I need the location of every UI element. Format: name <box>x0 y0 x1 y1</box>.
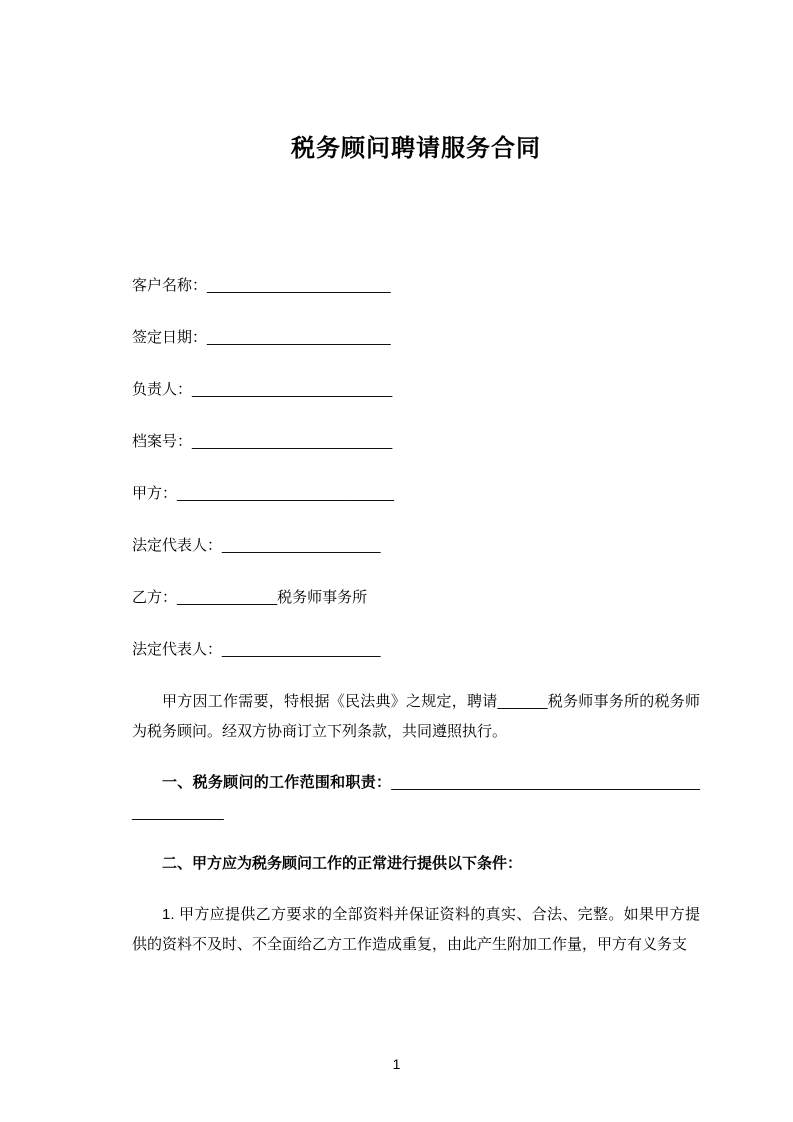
field-label: 法定代表人： <box>132 537 223 554</box>
field-row-party-a-legal-representative <box>132 531 700 561</box>
blank-line: ______________________ <box>207 329 391 346</box>
section-1-blank-line: ________________________________________________ <box>132 774 700 821</box>
intro-paragraph: 甲方因工作需要，特根据《民法典》之规定，聘请______税务师事务所的税务师为税务顾问。经双方协商订立下列条款，共同遵照执行。 <box>132 693 700 740</box>
header-fields <box>132 271 700 665</box>
field-row-signing-date <box>132 323 700 353</box>
field-row-party-b-legal-representative <box>132 635 700 665</box>
blank-line: ______________________ <box>207 277 391 294</box>
field-label: 乙方： <box>132 589 178 606</box>
blank-line: ________________________ <box>192 381 393 398</box>
field-row-customer-name <box>132 271 700 301</box>
field-row-person-in-charge <box>132 375 700 405</box>
document-title: 税务顾问聘请服务合同 <box>291 135 541 162</box>
field-label: 负责人： <box>132 381 193 398</box>
field-label: 甲方： <box>132 485 178 502</box>
field-row-party-b <box>132 583 700 613</box>
blank-line: ________________________ <box>192 433 393 450</box>
field-suffix: 税务师事务所 <box>277 589 368 606</box>
blank-line: ___________________ <box>222 537 381 554</box>
blank-line: ____________ <box>177 589 278 606</box>
blank-line: __________________________ <box>177 485 394 502</box>
field-label: 法定代表人： <box>132 641 223 658</box>
page-number: 1 <box>392 1056 401 1072</box>
section-2-heading: 二、甲方应为税务顾问工作的正常进行提供以下条件： <box>162 855 523 872</box>
field-label: 签定日期： <box>132 329 208 346</box>
blank-line: ___________________ <box>222 641 381 658</box>
field-row-party-a <box>132 479 700 509</box>
section-1-heading: 一、税务顾问的工作范围和职责： <box>162 774 392 791</box>
field-row-file-number <box>132 427 700 457</box>
field-label: 客户名称： <box>132 277 208 294</box>
section-1-line <box>132 768 700 828</box>
clause-1-paragraph: 1. 甲方应提供乙方要求的全部资料并保证资料的真实、合法、完整。如果甲方提供的资料不及时、不全面给乙方工作造成重复，由此产生附加工作量，甲方有义务支 <box>132 906 700 953</box>
field-label: 档案号： <box>132 433 193 450</box>
